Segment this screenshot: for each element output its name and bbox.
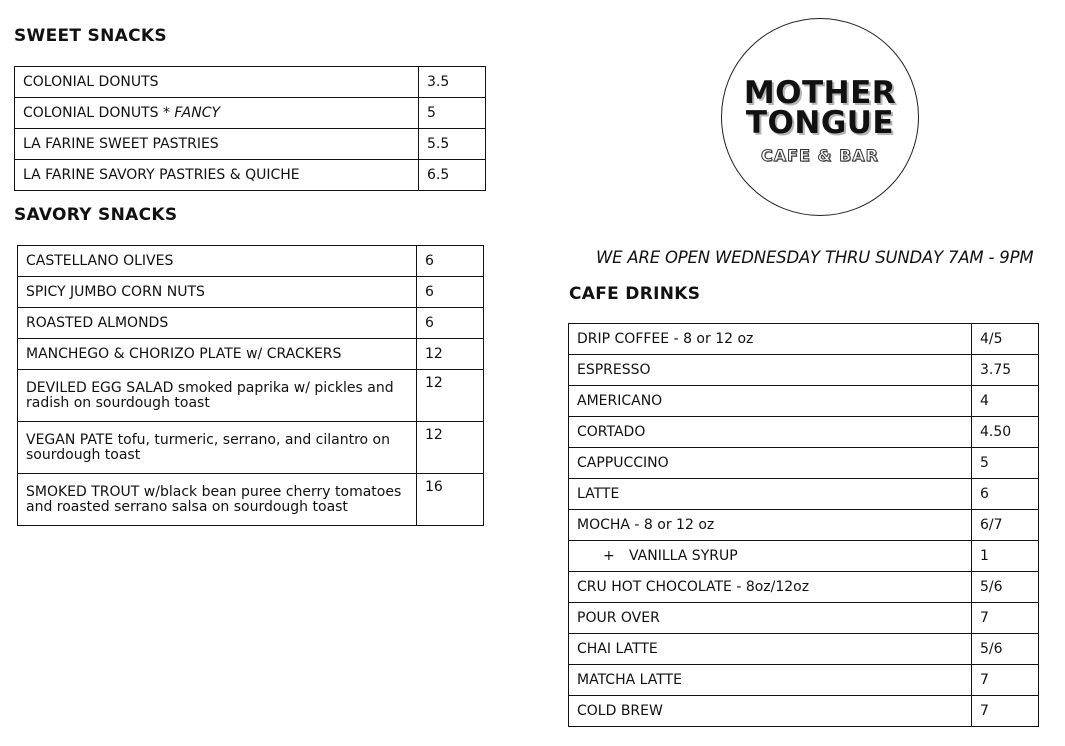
item-name: LA FARINE SAVORY PASTRIES & QUICHE [15, 160, 419, 191]
item-price: 16 [417, 474, 484, 526]
menu-row [18, 308, 484, 339]
item-name: COLD BREW [569, 696, 972, 727]
item-name: SPICY JUMBO CORN NUTS [18, 277, 417, 308]
savory-snacks-table [17, 245, 484, 526]
item-price: 6.5 [419, 160, 486, 191]
addon-name: VANILLA SYRUP [629, 547, 738, 564]
item-name: MANCHEGO & CHORIZO PLATE w/ CRACKERS [18, 339, 417, 370]
item-name: CORTADO [569, 417, 972, 448]
menu-row [18, 246, 484, 277]
opening-hours: WE ARE OPEN WEDNESDAY THRU SUNDAY 7AM - 9PM [596, 248, 1034, 267]
item-price: 7 [972, 603, 1039, 634]
menu-row [569, 665, 1039, 696]
item-name: CASTELLANO OLIVES [18, 246, 417, 277]
item-price: 3.5 [419, 67, 486, 98]
menu-row [569, 572, 1039, 603]
item-name: CHAI LATTE [569, 634, 972, 665]
menu-row [569, 603, 1039, 634]
savory-snacks-title: SAVORY SNACKS [14, 205, 178, 225]
item-price: 12 [417, 339, 484, 370]
item-price: 5/6 [972, 572, 1039, 603]
menu-row [569, 479, 1039, 510]
item-name: LA FARINE SWEET PASTRIES [15, 129, 419, 160]
logo-line-tongue: TONGUE [745, 105, 895, 141]
item-name: DEVILED EGG SALAD smoked paprika w/ pickles and radish on sourdough toast [18, 370, 417, 422]
menu-row [569, 324, 1039, 355]
sweet-snacks-title: SWEET SNACKS [14, 26, 167, 46]
item-name: POUR OVER [569, 603, 972, 634]
item-name: ROASTED ALMONDS [18, 308, 417, 339]
logo [721, 18, 919, 216]
item-name: DRIP COFFEE - 8 or 12 oz [569, 324, 972, 355]
item-price: 6/7 [972, 510, 1039, 541]
item-name [569, 541, 972, 572]
item-name: ESPRESSO [569, 355, 972, 386]
logo-line-cafe-bar: CAFE & BAR [761, 146, 879, 165]
cafe-drinks-table [568, 323, 1039, 727]
item-name: AMERICANO [569, 386, 972, 417]
menu-row [18, 370, 484, 422]
item-price: 6 [417, 308, 484, 339]
item-price: 1 [972, 541, 1039, 572]
menu-row [15, 129, 486, 160]
item-name [15, 98, 419, 129]
item-name: CAPPUCCINO [569, 448, 972, 479]
item-price: 6 [417, 246, 484, 277]
item-name-text: COLONIAL DONUTS * [23, 104, 175, 121]
logo-line-mother: MOTHER [743, 75, 897, 111]
sweet-snacks-table [14, 66, 486, 191]
item-name-fancy: FANCY [174, 104, 221, 121]
item-name: CRU HOT CHOCOLATE - 8oz/12oz [569, 572, 972, 603]
cafe-drinks-title: CAFE DRINKS [569, 284, 701, 304]
item-price: 12 [417, 370, 484, 422]
item-name: VEGAN PATE tofu, turmeric, serrano, and cilantro on sourdough toast [18, 422, 417, 474]
item-price: 3.75 [972, 355, 1039, 386]
menu-row [569, 448, 1039, 479]
item-name: SMOKED TROUT w/black bean puree cherry tomatoes and roasted serrano salsa on sourdough toast [18, 474, 417, 526]
item-name: COLONIAL DONUTS [15, 67, 419, 98]
menu-row [569, 696, 1039, 727]
menu-row [569, 541, 1039, 572]
menu-row [15, 160, 486, 191]
menu-row [15, 98, 486, 129]
item-name: MOCHA - 8 or 12 oz [569, 510, 972, 541]
item-price: 7 [972, 665, 1039, 696]
menu-row [569, 386, 1039, 417]
menu-row [569, 355, 1039, 386]
item-name: LATTE [569, 479, 972, 510]
menu-row [569, 634, 1039, 665]
item-price: 12 [417, 422, 484, 474]
menu-row [18, 474, 484, 526]
menu-row [18, 339, 484, 370]
item-price: 5.5 [419, 129, 486, 160]
menu-row [18, 422, 484, 474]
item-price: 4 [972, 386, 1039, 417]
item-price: 5 [972, 448, 1039, 479]
menu-row [569, 510, 1039, 541]
item-price: 5 [419, 98, 486, 129]
item-price: 6 [972, 479, 1039, 510]
item-price: 4.50 [972, 417, 1039, 448]
menu-row [569, 417, 1039, 448]
menu-row [15, 67, 486, 98]
item-price: 4/5 [972, 324, 1039, 355]
menu-row [18, 277, 484, 308]
item-price: 5/6 [972, 634, 1039, 665]
item-price: 6 [417, 277, 484, 308]
item-price: 7 [972, 696, 1039, 727]
item-name: MATCHA LATTE [569, 665, 972, 696]
addon-plus: + [603, 547, 615, 564]
